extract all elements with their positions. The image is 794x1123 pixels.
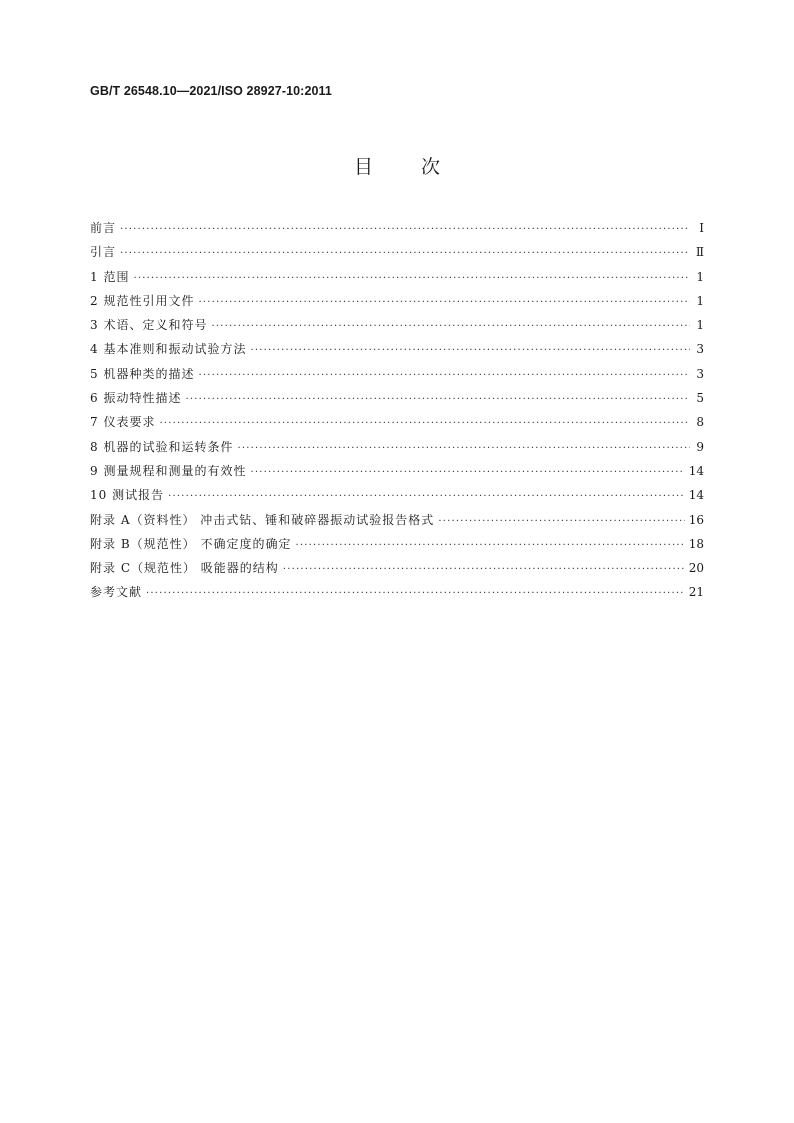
toc-entry-page: Ⅱ [695, 245, 704, 260]
toc-entry-label: 1 范围 [90, 269, 130, 284]
toc-entry-page: 3 [696, 342, 704, 357]
toc-entry-page: 8 [696, 415, 704, 430]
toc-entry-scope[interactable] [90, 265, 704, 289]
toc-entry-annex-b[interactable] [90, 532, 704, 556]
dot-leader [146, 582, 685, 606]
toc-entry-measurement-procedure[interactable] [90, 459, 704, 483]
dot-leader [295, 534, 684, 558]
toc-entry-page: Ⅰ [699, 221, 704, 235]
toc-entry-label: 附录 A（资料性） 冲击式钻、锤和破碎器振动试验报告格式 [90, 512, 435, 527]
toc-entry-label: 附录 B（规范性） 不确定度的确定 [90, 536, 292, 551]
toc-entry-instrumentation[interactable] [90, 410, 704, 434]
dot-leader [283, 558, 685, 582]
toc-entry-label: 7 仪表要求 [90, 415, 156, 430]
toc-entry-page: 1 [696, 318, 704, 333]
dot-leader [120, 242, 690, 266]
dot-leader [198, 364, 690, 388]
toc-entry-page: 9 [696, 439, 704, 454]
toc-entry-label: 4 基本准则和振动试验方法 [90, 342, 247, 357]
toc-entry-machine-description[interactable] [90, 362, 704, 386]
dot-leader [211, 315, 690, 339]
dot-leader [250, 339, 690, 363]
toc-entry-page: 1 [696, 293, 704, 308]
dot-leader [120, 218, 690, 242]
toc-entry-test-report[interactable] [90, 483, 704, 507]
toc-entry-label: 附录 C（规范性） 吸能器的结构 [90, 561, 279, 576]
dot-leader [159, 412, 690, 436]
toc-entry-label: 参考文献 [90, 585, 143, 600]
toc-entry-label: 5 机器种类的描述 [90, 366, 195, 381]
dot-leader [133, 267, 690, 291]
toc-entry-label: 10 测试报告 [90, 488, 165, 503]
toc-entry-terms[interactable] [90, 313, 704, 337]
dot-leader [438, 510, 684, 534]
toc-entry-foreword[interactable] [90, 216, 704, 240]
toc-entry-annex-a[interactable] [90, 508, 704, 532]
dot-leader [237, 437, 690, 461]
toc-entry-label: 前言 [90, 221, 117, 235]
toc-entry-page: 1 [696, 269, 704, 284]
dot-leader [250, 461, 684, 485]
table-of-contents [90, 216, 704, 605]
toc-entry-page: 21 [688, 585, 704, 600]
dot-leader [198, 291, 690, 315]
toc-entry-page: 5 [696, 391, 704, 406]
toc-entry-label: 引言 [90, 245, 117, 260]
toc-entry-vibration-characterization[interactable] [90, 386, 704, 410]
toc-entry-bibliography[interactable] [90, 580, 704, 604]
toc-entry-annex-c[interactable] [90, 556, 704, 580]
toc-entry-basic-standards[interactable] [90, 337, 704, 361]
toc-entry-normative-references[interactable] [90, 289, 704, 313]
toc-entry-label: 2 规范性引用文件 [90, 293, 195, 308]
document-id: GB/T 26548.10—2021/ISO 28927-10:2011 [90, 84, 332, 98]
toc-entry-introduction[interactable] [90, 240, 704, 264]
dot-leader [185, 388, 690, 412]
toc-entry-label: 9 测量规程和测量的有效性 [90, 463, 247, 478]
toc-entry-page: 14 [688, 488, 704, 503]
toc-entry-testing-conditions[interactable] [90, 435, 704, 459]
dot-leader [168, 485, 685, 509]
toc-entry-page: 20 [688, 561, 704, 576]
toc-entry-page: 14 [688, 463, 704, 478]
toc-entry-page: 18 [688, 536, 704, 551]
toc-entry-page: 16 [688, 512, 704, 527]
toc-entry-label: 6 振动特性描述 [90, 391, 182, 406]
toc-entry-label: 3 术语、定义和符号 [90, 318, 208, 333]
toc-entry-label: 8 机器的试验和运转条件 [90, 439, 234, 454]
page-title: 目次 [353, 156, 488, 178]
toc-entry-page: 3 [696, 366, 704, 381]
